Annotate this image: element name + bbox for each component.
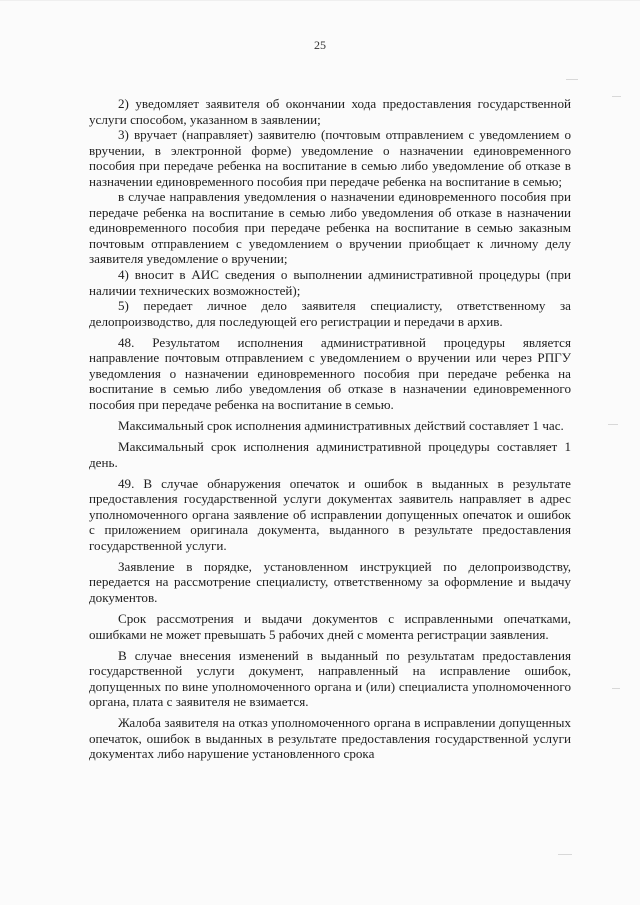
page-number: 25: [314, 38, 326, 52]
scan-speck: [566, 79, 578, 80]
scan-edge: [0, 0, 640, 1]
paragraph-deliver-notice: 3) вручает (направляет) заявителю (почтовым отправлением с уведомлением о вручении, в электронной форме) уведомление о назначении единовременного пособия при передаче ребенка на воспитание в семью либо уведомление об отказе в назначении единовременного пособия при передаче ребенка на воспитание в семью;: [89, 127, 571, 189]
paragraph-48-result: 48. Результатом исполнения административной процедуры является направление почтовым отправлением с уведомлением о вручении или через РПГУ уведомления о назначении единовременного пособия при передаче ребенка на воспитание в семью либо уведомления об отказе в назначении единовременного пособия при передаче ребенка на воспитание в семью.: [89, 334, 571, 412]
paragraph-max-action-time: Максимальный срок исполнения административных действий составляет 1 час.: [118, 417, 564, 433]
paragraph-ais-record: 4) вносит в АИС сведения о выполнении административной процедуры (при наличии технических возможностей);: [89, 267, 571, 298]
paragraph-application-routing: Заявление в порядке, установленном инструкцией по делопроизводству, передается на рассмотрение специалисту, ответственному за оформление и выдачу документов.: [89, 558, 571, 605]
scan-speck: [612, 688, 620, 689]
paragraph-no-fee: В случае внесения изменений в выданный по результатам предоставления государственной услуги документ, направленный на исправление ошибок, допущенных по вине уполномоченного органа и (или) специалиста уполномоченного органа, плата с заявителя не взимается.: [89, 647, 571, 710]
paragraph-registered-mail: в случае направления уведомления о назначении единовременного пособия при передаче ребенка на воспитание в семью либо уведомления об отказе в назначении единовременного пособия при передаче ребенка на воспитание в семью заказным почтовым отправлением с уведомлением о вручении приобщает к личному делу заявителя уведомление о вручении;: [89, 189, 571, 267]
paragraph-review-deadline: Срок рассмотрения и выдачи документов с исправленными опечатками, ошибками не может превышать 5 рабочих дней с момента регистрации заявления.: [89, 610, 571, 642]
document-body: [89, 96, 571, 762]
scan-speck: [608, 424, 618, 425]
paragraph-notify-applicant: 2) уведомляет заявителя об окончании хода предоставления государственной услуги способом, указанном в заявлении;: [89, 96, 571, 127]
paragraph-transfer-file: 5) передает личное дело заявителя специалисту, ответственному за делопроизводство, для последующей его регистрации и передачи в архив.: [89, 298, 571, 329]
paragraph-max-procedure-time: Максимальный срок исполнения административной процедуры составляет 1 день.: [89, 438, 571, 470]
paragraph-49-corrections: 49. В случае обнаружения опечаток и ошибок в выданных в результате предоставления государственной услуги документах заявитель направляет в адрес уполномоченного органа заявление об исправлении допущенных опечаток и ошибок с приложением оригинала документа, выданного в результате предоставления государственной услуги.: [89, 475, 571, 553]
scan-speck: [612, 96, 621, 97]
scan-speck: [558, 854, 572, 855]
paragraph-complaint: Жалоба заявителя на отказ уполномоченного органа в исправлении допущенных опечаток, ошибок в выданных в результате предоставления государственной услуги документах либо нарушение установленного срока: [89, 715, 571, 762]
